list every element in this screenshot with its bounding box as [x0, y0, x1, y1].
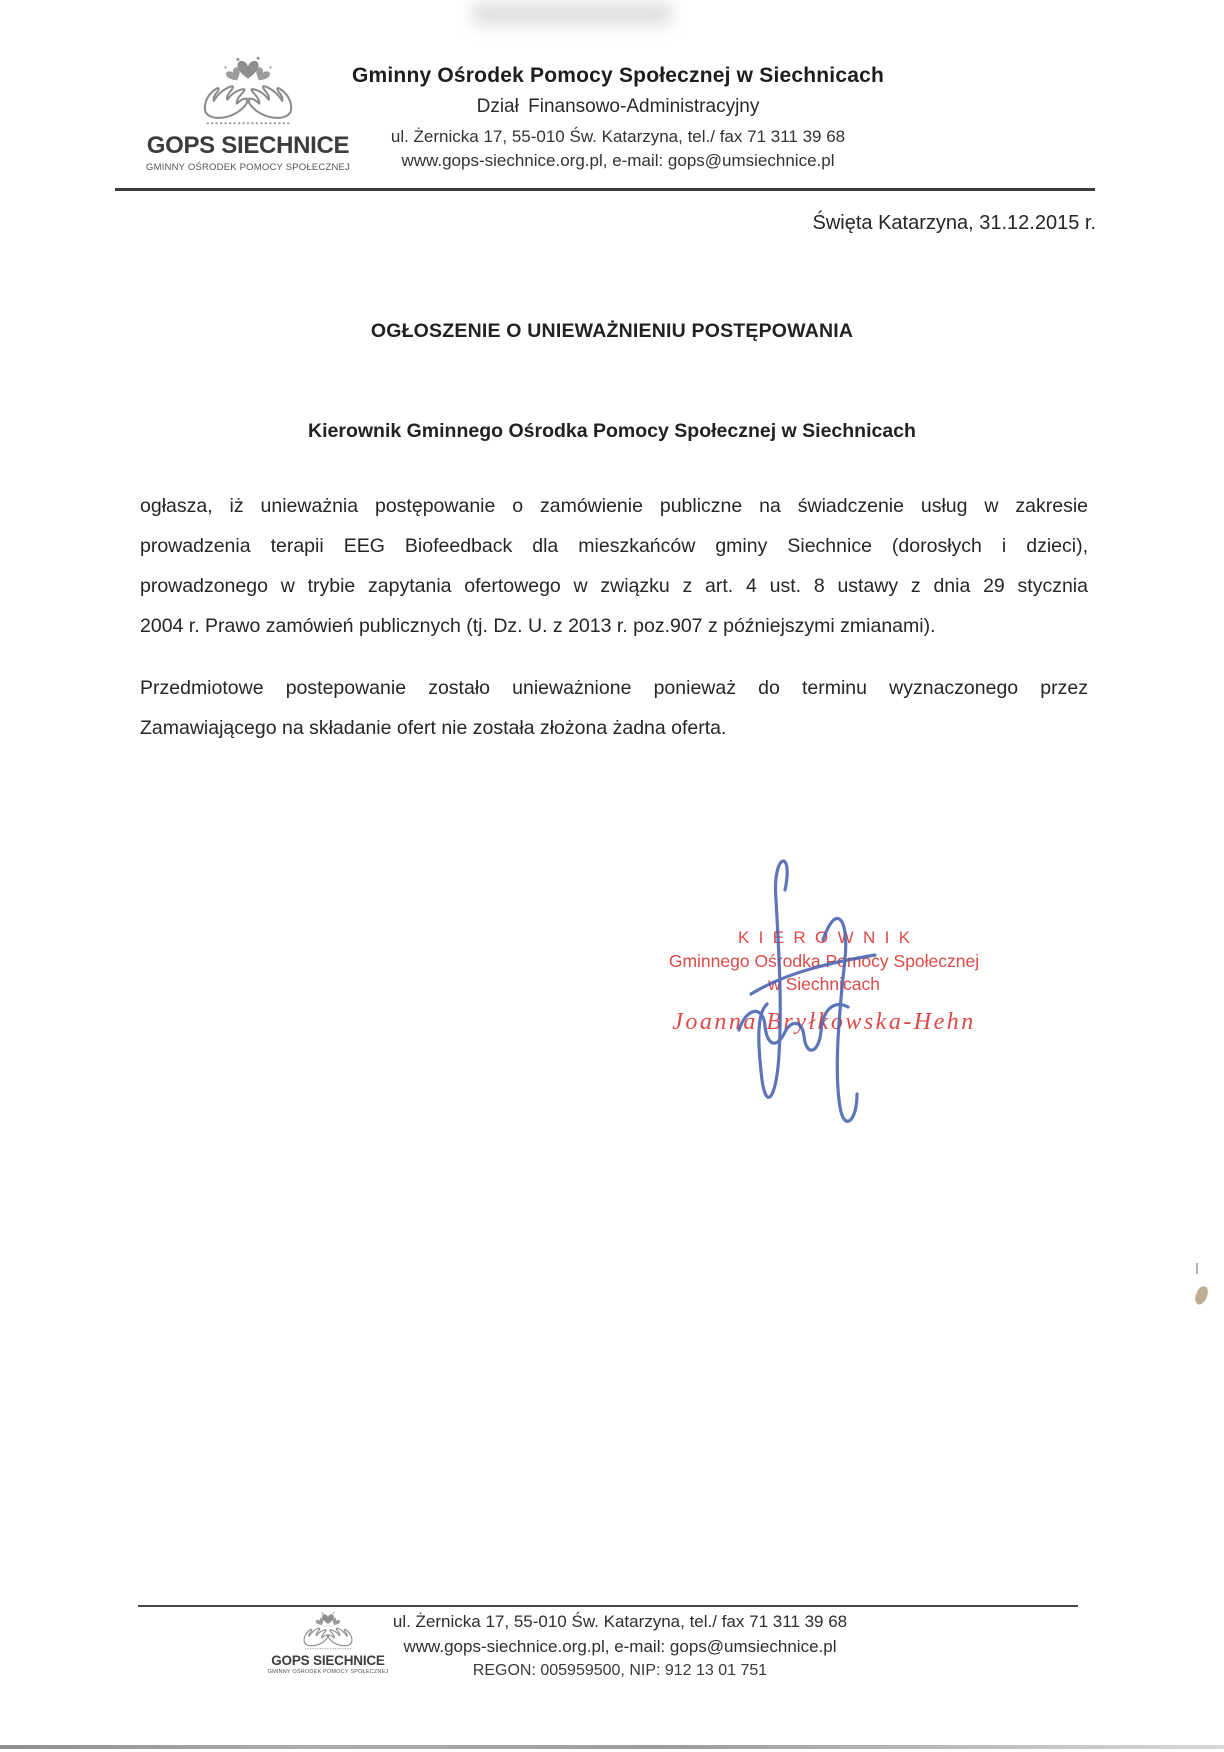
paragraph-reason [140, 668, 1088, 748]
paragraph-line: prowadzenia terapii EEG Biofeedback dla mieszkańców gminy Siechnice (dorosłych i dzieci), [140, 535, 1088, 557]
paragraph-line: prowadzonego w trybie zapytania ofertowego w związku z art. 4 ust. 8 ustawy z dnia 29 stycznia [140, 575, 1088, 597]
header-web-email: www.gops-siechnice.org.pl, e-mail: gops@umsiechnice.pl [401, 151, 835, 170]
place-and-date: Święta Katarzyna, 31.12.2015 r. [812, 212, 1096, 234]
paragraph-line: 2004 r. Prawo zamówień publicznych (tj. Dz. U. z 2013 r. poz.907 z późniejszymi zmianami). [140, 615, 936, 637]
logo-subtitle: GMINNY OŚRODEK POMOCY SPOŁECZNEJ [146, 162, 351, 173]
stamp-location-line: w Siechnicach [768, 974, 880, 994]
footer-text-block [390, 1612, 850, 1680]
document-subtitle: Kierownik Gminnego Ośrodka Pomocy Społecznej w Siechnicach [308, 420, 916, 442]
logo-subtitle: GMINNY OŚRODEK POMOCY SPOŁECZNEJ [267, 1669, 389, 1675]
hands-hearts-logo-icon [297, 1611, 359, 1653]
scan-dash-artifact [1196, 1263, 1198, 1274]
paragraph-line: ogłasza, iż unieważnia postępowanie o zamówienie publiczne na świadczenie usług w zakresie [140, 495, 1088, 517]
stamp-signer-name: Joanna Bryłkowska-Hehn [672, 1009, 976, 1035]
paragraph-annulment [140, 486, 1088, 646]
logo-name: GOPS SIECHNICE [271, 1653, 385, 1668]
ink-blob-artifact [1193, 1285, 1209, 1306]
department-name: Dział Finansowo-Administracyjny [476, 96, 760, 117]
header-address: ul. Żernicka 17, 55-010 Św. Katarzyna, tel./ fax 71 311 39 68 [390, 127, 846, 146]
document-title: OGŁOSZENIE O UNIEWAŻNIENIU POSTĘPOWANIA [370, 320, 854, 342]
footer-address: ul. Żernicka 17, 55-010 Św. Katarzyna, tel./ fax 71 311 39 68 [392, 1612, 848, 1631]
header-text-block [238, 64, 998, 171]
footer-regon-nip: REGON: 005959500, NIP: 912 13 01 751 [472, 1662, 768, 1679]
scan-smudge-artifact [472, 2, 672, 26]
stamp-role-title: KIEROWNIK [737, 928, 920, 947]
footer-divider [138, 1605, 1078, 1607]
scan-edge-bar [0, 1745, 1224, 1749]
handwritten-signature [655, 842, 965, 1142]
header-divider [115, 188, 1095, 191]
logo-name: GOPS SIECHNICE [146, 132, 350, 159]
footer-logo [258, 1611, 398, 1675]
paragraph-line: Zamawiającego na składanie ofert nie została złożona żadna oferta. [140, 717, 727, 739]
organization-name: Gminny Ośrodek Pomocy Społecznej w Siechnicach [351, 64, 885, 87]
stamp-org-line: Gminnego Ośrodka Pomocy Społecznej [668, 951, 980, 971]
footer-web-email: www.gops-siechnice.org.pl, e-mail: gops@umsiechnice.pl [403, 1637, 837, 1656]
paragraph-line: Przedmiotowe postepowanie zostało unieważnione ponieważ do terminu wyznaczonego przez [140, 677, 1088, 699]
